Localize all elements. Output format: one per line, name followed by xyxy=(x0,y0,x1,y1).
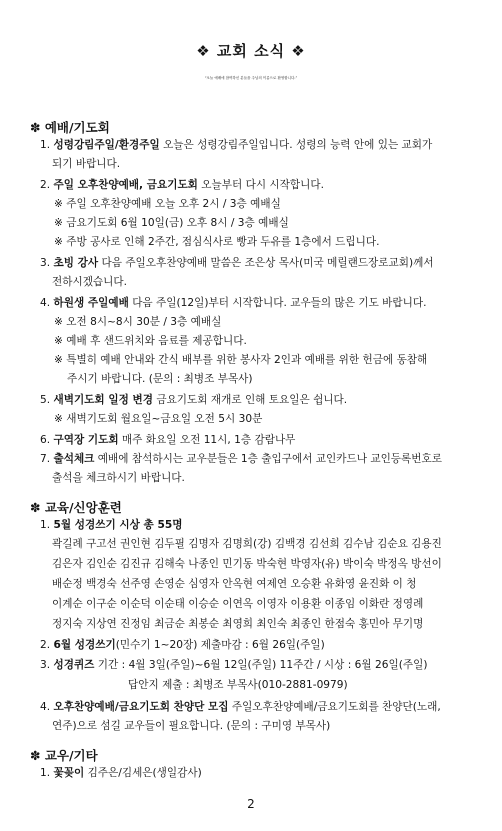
education-item-2 xyxy=(40,638,325,652)
worship-item-6 xyxy=(40,433,295,447)
item-heading: 새벽기도회 일정 변경 xyxy=(53,394,153,406)
item-heading: 하원생 주일예배 xyxy=(53,297,129,309)
page-title: ❖ 교회 소식 ❖ xyxy=(196,42,306,60)
item-text: 금요기도회 재개로 인해 토요일은 쉽니다. xyxy=(156,394,348,406)
section-heading-education: ✽ 교육/신앙훈련 xyxy=(30,500,122,515)
item-text: 오늘부터 다시 시작합니다. xyxy=(201,179,324,191)
item-number: 3. xyxy=(40,659,51,671)
bullet-note: ※ 새벽기도회 월요일~금요일 오전 5시 30분 xyxy=(54,413,263,425)
item-text: 다음 주일(12일)부터 시작합니다. 교우들의 많은 기도 바랍니다. xyxy=(132,297,427,309)
item-heading: 초빙 강사 xyxy=(53,257,99,269)
bullet-note: ※ 오전 8시~8시 30분 / 3층 예배실 xyxy=(54,316,222,328)
bullet-note: ※ 특별히 예배 안내와 간식 배부를 위한 봉사자 2인과 예배를 위한 헌금에 동참해 xyxy=(54,354,428,366)
worship-item-2 xyxy=(40,178,324,192)
item-number: 4. xyxy=(40,701,51,713)
item-number: 2. xyxy=(40,639,51,651)
item-text: 오늘은 성령강림주일입니다. 성령의 능력 안에 있는 교회가 xyxy=(163,139,433,151)
item-text: 주일오후찬양예배/금요기도회를 찬양단(노래, xyxy=(231,701,441,713)
item-text: 기간 : 4월 3일(주일)~6월 12일(주일) 11주간 / 시상 : 6월 26일(주일) xyxy=(97,659,428,671)
item-number: 1. xyxy=(40,139,51,151)
item-text: (민수기 1~20장) 제출마감 : 6월 26일(주일) xyxy=(115,639,325,651)
item-heading: 6월 성경쓰기 xyxy=(53,639,116,651)
item-number: 7. xyxy=(40,453,51,465)
section-heading-members: ✽ 교우/기타 xyxy=(30,748,98,763)
item-number: 2. xyxy=(40,179,51,191)
worship-item-1 xyxy=(40,138,432,152)
members-item-1 xyxy=(40,766,202,780)
item-text: 다음 주일오후찬양예배 말씀은 조은상 목사(미국 메릴랜드장로교회)께서 xyxy=(101,257,434,269)
item-continuation: 되기 바랍니다. xyxy=(52,158,121,170)
education-item-3 xyxy=(40,658,427,672)
item-heading: 구역장 기도회 xyxy=(53,434,119,446)
item-text: 매주 화요일 오전 11시, 1층 감람나무 xyxy=(121,434,296,446)
worship-item-3 xyxy=(40,256,434,270)
bullet-note: ※ 주방 공사로 인해 2주간, 점심식사로 빵과 두유를 1층에서 드립니다. xyxy=(54,236,380,248)
welcome-message: “오늘 예배에 참여하신 분들을 주님의 이름으로 환영합니다.” xyxy=(204,76,298,80)
names-row: 곽길례 구고선 권인현 김두필 김명자 김명희(강) 김백경 김선희 김수남 김순요 김용진 xyxy=(52,538,442,550)
item-text: 김주은/김세은(생일감사) xyxy=(87,767,202,779)
worship-item-5 xyxy=(40,393,347,407)
item-number: 1. xyxy=(40,519,51,531)
item-heading: 5월 성경쓰기 시상 총 55명 xyxy=(53,519,183,531)
bullet-note: ※ 금요기도회 6월 10일(금) 오후 8시 / 3층 예배실 xyxy=(54,217,289,229)
item-heading: 꽃꽂이 xyxy=(53,767,85,779)
names-row: 배순정 백경숙 선주영 손영순 심영자 안옥현 여제연 오승환 유화영 윤진화 이 청 xyxy=(52,578,417,590)
section-heading-worship: ✽ 예배/기도회 xyxy=(30,120,110,135)
bullet-continuation: 주시기 바랍니다. (문의 : 최병조 부목사) xyxy=(67,373,253,385)
item-continuation: 전하시겠습니다. xyxy=(52,276,128,288)
item-continuation: 연주)으로 섬길 교우들이 필요합니다. (문의 : 구미영 부목사) xyxy=(52,720,331,732)
worship-item-7 xyxy=(40,452,442,466)
bullet-note: ※ 예배 후 샌드위치와 음료를 제공합니다. xyxy=(54,335,247,347)
education-item-1 xyxy=(40,518,182,532)
item-heading: 성령강림주일/환경주일 xyxy=(53,139,160,151)
names-row: 정지숙 지상연 진정임 최금순 최봉순 최영희 최인숙 최종인 한점숙 홍민아 무기명 xyxy=(52,618,424,630)
item-number: 6. xyxy=(40,434,51,446)
item-text: 예배에 참석하시는 교우분들은 1층 출입구에서 교인카드나 교인등록번호로 xyxy=(97,453,442,465)
item-number: 3. xyxy=(40,257,51,269)
page-number: 2 xyxy=(247,797,255,811)
item-number: 5. xyxy=(40,394,51,406)
item-heading: 주일 오후찬양예배, 금요기도회 xyxy=(53,179,198,191)
item-heading: 오후찬양예배/금요기도회 찬양단 모집 xyxy=(53,701,229,713)
names-row: 이계순 이구순 이순덕 이순태 이승순 이연옥 이영자 이용환 이종임 이화란 정영례 xyxy=(52,598,424,610)
item-heading: 출석체크 xyxy=(53,453,95,465)
item-number: 1. xyxy=(40,767,51,779)
item-heading: 성경퀴즈 xyxy=(53,659,95,671)
names-row: 김은자 김인순 김진규 김해숙 나종인 민기동 박숙현 박영자(유) 박이숙 박정옥 방선이 xyxy=(52,558,442,570)
item-continuation: 답안지 제출 : 최병조 부목사(010-2881-0979) xyxy=(128,679,348,691)
education-item-4 xyxy=(40,700,441,714)
item-number: 4. xyxy=(40,297,51,309)
worship-item-4 xyxy=(40,296,426,310)
bullet-note: ※ 주일 오후찬양예배 오늘 오후 2시 / 3층 예배실 xyxy=(54,198,281,210)
item-continuation: 출석을 체크하시기 바랍니다. xyxy=(52,472,185,484)
